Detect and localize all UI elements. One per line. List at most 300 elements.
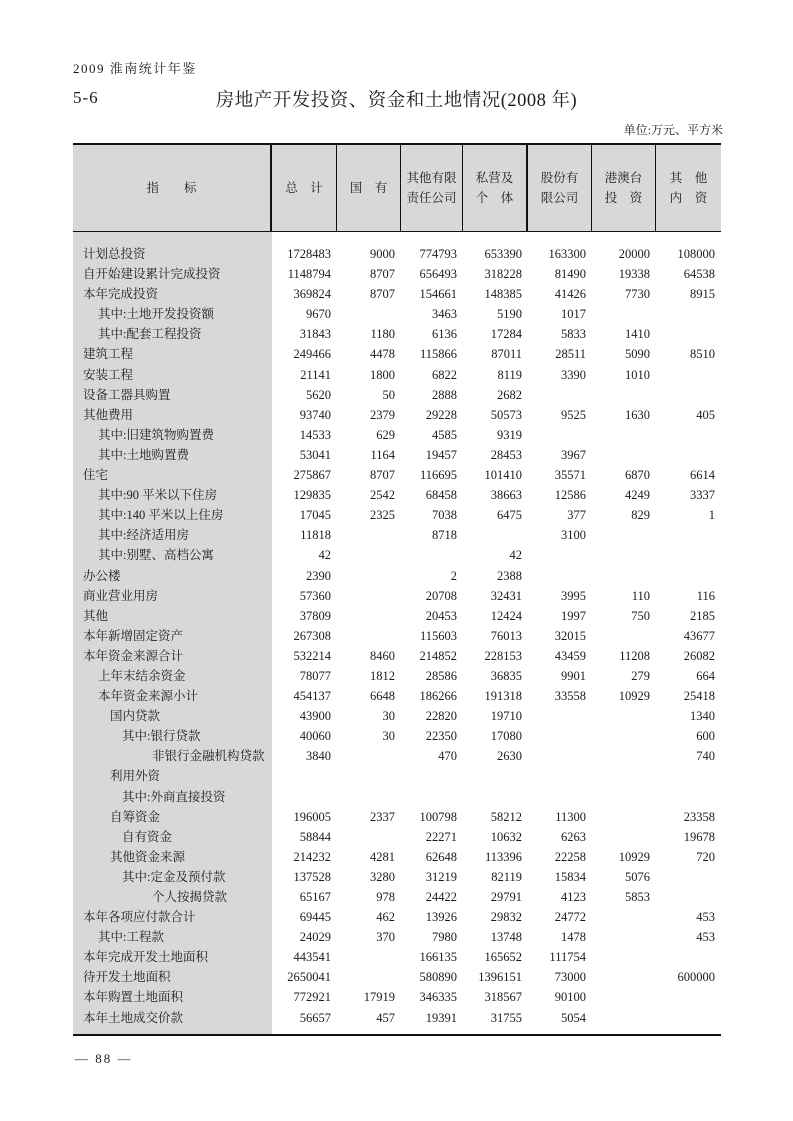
cell-other-llc: 2888 bbox=[432, 387, 457, 402]
cell-other-domestic: 116 bbox=[696, 588, 715, 603]
cell-other-domestic: 453 bbox=[696, 910, 715, 925]
cell-hk-macao-taiwan bbox=[592, 766, 656, 786]
cell-state-owned: 8707 bbox=[370, 468, 395, 483]
cell-total: 443541 bbox=[293, 950, 331, 965]
cell-hk-macao-taiwan: 110 bbox=[631, 588, 650, 603]
cell-hk-macao-taiwan bbox=[592, 525, 656, 545]
cell-private-individual: 148385 bbox=[484, 287, 522, 302]
cell-private-individual: 17284 bbox=[490, 327, 522, 342]
cell-other-llc bbox=[401, 766, 463, 786]
cell-shareholding: 90100 bbox=[554, 990, 586, 1005]
cell-other-llc: 656493 bbox=[419, 267, 457, 282]
cell-shareholding: 111754 bbox=[549, 950, 586, 965]
cell-state-owned: 17919 bbox=[363, 990, 395, 1005]
table-row bbox=[73, 365, 721, 385]
cell-private-individual bbox=[463, 766, 528, 786]
row-label: 本年新增固定资产 bbox=[83, 628, 184, 643]
cell-private-individual: 29832 bbox=[490, 910, 522, 925]
cell-other-llc: 6822 bbox=[432, 367, 457, 382]
cell-shareholding: 6263 bbox=[561, 829, 586, 844]
cell-total: 17045 bbox=[299, 508, 331, 523]
cell-other-domestic bbox=[656, 867, 721, 887]
cell-other-llc: 154661 bbox=[419, 287, 457, 302]
cell-shareholding: 22258 bbox=[554, 849, 586, 864]
cell-other-domestic: 108000 bbox=[677, 247, 715, 261]
cell-shareholding: 377 bbox=[567, 508, 586, 523]
cell-state-owned bbox=[337, 545, 401, 565]
row-label: 其中:配套工程投资 bbox=[98, 327, 202, 342]
col-header-hk-macao-taiwan bbox=[592, 145, 656, 231]
cell-total: 56657 bbox=[299, 1010, 331, 1025]
cell-private-individual: 228153 bbox=[484, 648, 522, 663]
table-row bbox=[73, 505, 721, 525]
cell-other-llc: 214852 bbox=[419, 648, 457, 663]
cell-state-owned: 370 bbox=[376, 930, 395, 945]
row-label: 其中:90 平米以下住房 bbox=[98, 488, 218, 503]
cell-shareholding: 81490 bbox=[554, 267, 586, 282]
cell-other-llc: 7980 bbox=[432, 930, 457, 945]
cell-other-domestic bbox=[656, 324, 721, 344]
col-header-line: 限公司 bbox=[540, 191, 579, 205]
cell-hk-macao-taiwan bbox=[592, 807, 656, 827]
row-label: 本年购置土地面积 bbox=[83, 990, 184, 1005]
cell-shareholding: 3995 bbox=[561, 588, 586, 603]
table-number: 5-6 bbox=[73, 88, 99, 107]
cell-private-individual: 36835 bbox=[490, 668, 522, 683]
cell-state-owned bbox=[337, 304, 401, 324]
row-label: 本年各项应付款合计 bbox=[83, 910, 196, 925]
cell-other-llc: 13926 bbox=[425, 910, 457, 925]
cell-state-owned: 457 bbox=[376, 1010, 395, 1025]
cell-state-owned: 1164 bbox=[370, 447, 395, 462]
cell-total bbox=[272, 766, 337, 786]
cell-hk-macao-taiwan: 750 bbox=[631, 608, 650, 623]
cell-other-llc: 19457 bbox=[425, 447, 457, 462]
cell-other-llc: 29228 bbox=[425, 407, 457, 422]
cell-other-llc: 7038 bbox=[432, 508, 457, 523]
cell-state-owned: 2325 bbox=[370, 508, 395, 523]
cell-hk-macao-taiwan bbox=[592, 1008, 656, 1028]
row-label: 国内贷款 bbox=[110, 709, 161, 724]
cell-other-domestic bbox=[656, 304, 721, 324]
cell-hk-macao-taiwan bbox=[592, 706, 656, 726]
cell-shareholding: 33558 bbox=[554, 689, 586, 704]
table-row bbox=[73, 927, 721, 947]
row-label: 商业营业用房 bbox=[83, 588, 159, 603]
cell-total: 31843 bbox=[299, 327, 331, 342]
cell-other-llc: 20453 bbox=[425, 608, 457, 623]
cell-state-owned: 8707 bbox=[370, 287, 395, 302]
col-header-shareholding bbox=[528, 145, 592, 231]
cell-other-llc: 3463 bbox=[432, 307, 457, 322]
cell-shareholding: 11300 bbox=[555, 809, 586, 824]
cell-other-llc: 470 bbox=[438, 749, 457, 764]
row-label: 非银行金融机构贷款 bbox=[152, 749, 265, 764]
row-label: 设备工器具购置 bbox=[83, 387, 171, 402]
cell-shareholding: 1017 bbox=[561, 307, 586, 322]
cell-other-llc: 62648 bbox=[425, 849, 457, 864]
cell-shareholding: 3390 bbox=[561, 367, 586, 382]
cell-hk-macao-taiwan: 1630 bbox=[625, 407, 650, 422]
cell-total: 369824 bbox=[293, 287, 331, 302]
table-row bbox=[73, 304, 721, 324]
table-row bbox=[73, 887, 721, 907]
col-header-total bbox=[272, 145, 337, 231]
row-label: 本年资金来源合计 bbox=[83, 648, 184, 663]
table-row bbox=[73, 445, 721, 465]
cell-other-llc: 68458 bbox=[425, 488, 457, 503]
cell-other-llc bbox=[401, 545, 463, 565]
row-label: 个人按揭贷款 bbox=[152, 890, 228, 904]
cell-shareholding: 41426 bbox=[554, 287, 586, 302]
cell-total: 11818 bbox=[300, 528, 331, 543]
table-row bbox=[73, 405, 721, 425]
cell-hk-macao-taiwan: 10929 bbox=[618, 689, 650, 704]
row-label: 其中:银行贷款 bbox=[122, 729, 201, 744]
cell-hk-macao-taiwan bbox=[592, 445, 656, 465]
col-header-line: 责任公司 bbox=[406, 191, 457, 205]
cell-total: 214232 bbox=[293, 849, 331, 864]
cell-state-owned: 978 bbox=[376, 890, 395, 904]
unit-note: 单位:万元、平方米 bbox=[623, 123, 723, 137]
cell-other-llc: 6136 bbox=[432, 327, 457, 342]
cell-state-owned bbox=[337, 566, 401, 586]
cell-total: 14533 bbox=[299, 427, 331, 442]
cell-state-owned bbox=[337, 606, 401, 626]
cell-total: 267308 bbox=[293, 628, 331, 643]
cell-total: 42 bbox=[318, 548, 331, 563]
cell-private-individual: 12424 bbox=[490, 608, 522, 623]
cell-private-individual: 76013 bbox=[490, 628, 522, 643]
cell-total: 772921 bbox=[293, 990, 331, 1005]
cell-shareholding bbox=[528, 425, 592, 445]
cell-total: 5620 bbox=[306, 387, 331, 402]
cell-shareholding: 3967 bbox=[561, 447, 586, 462]
col-header-state-owned bbox=[337, 145, 401, 231]
cell-state-owned: 2337 bbox=[370, 809, 395, 824]
cell-state-owned: 8460 bbox=[370, 648, 395, 663]
cell-shareholding: 5054 bbox=[561, 1010, 586, 1025]
col-header-other-llc bbox=[401, 145, 463, 231]
col-header-private-individual bbox=[463, 145, 528, 231]
cell-total: 454137 bbox=[293, 689, 331, 704]
cell-other-llc: 31219 bbox=[425, 869, 457, 884]
cell-other-domestic bbox=[656, 545, 721, 565]
cell-state-owned: 1180 bbox=[370, 327, 395, 342]
cell-hk-macao-taiwan: 11208 bbox=[619, 648, 650, 663]
cell-private-individual: 38663 bbox=[490, 488, 522, 503]
table-row bbox=[73, 1008, 721, 1028]
cell-other-domestic: 43677 bbox=[683, 628, 715, 643]
cell-state-owned bbox=[337, 967, 401, 987]
cell-hk-macao-taiwan: 1410 bbox=[625, 327, 650, 342]
cell-shareholding bbox=[528, 385, 592, 405]
cell-state-owned: 629 bbox=[376, 427, 395, 442]
table-row bbox=[73, 525, 721, 545]
row-label: 自开始建设累计完成投资 bbox=[83, 267, 221, 282]
cell-state-owned: 30 bbox=[382, 729, 395, 744]
cell-shareholding: 9901 bbox=[561, 668, 586, 683]
row-label: 其中:经济适用房 bbox=[98, 528, 189, 543]
cell-private-individual: 113396 bbox=[484, 849, 522, 864]
col-header-line: 其 他 bbox=[669, 171, 708, 185]
cell-shareholding: 4123 bbox=[561, 890, 586, 904]
cell-other-llc: 115603 bbox=[419, 628, 457, 643]
col-header-line: 股份有 bbox=[540, 171, 579, 185]
cell-shareholding: 73000 bbox=[554, 970, 586, 985]
cell-total bbox=[272, 787, 337, 807]
cell-other-llc: 22350 bbox=[425, 729, 457, 744]
cell-private-individual: 29791 bbox=[490, 890, 522, 904]
cell-hk-macao-taiwan: 279 bbox=[631, 668, 650, 683]
cell-hk-macao-taiwan bbox=[592, 927, 656, 947]
table-row bbox=[73, 907, 721, 927]
cell-other-domestic: 740 bbox=[696, 749, 715, 764]
cell-shareholding: 15834 bbox=[554, 869, 586, 884]
cell-state-owned bbox=[337, 626, 401, 646]
row-label: 其中:工程款 bbox=[98, 930, 164, 945]
cell-other-domestic bbox=[656, 365, 721, 385]
cell-other-llc: 24422 bbox=[425, 890, 457, 904]
cell-private-individual: 42 bbox=[509, 548, 522, 563]
cell-other-domestic bbox=[656, 766, 721, 786]
cell-hk-macao-taiwan bbox=[592, 987, 656, 1007]
cell-hk-macao-taiwan bbox=[592, 827, 656, 847]
cell-other-llc: 186266 bbox=[419, 689, 457, 704]
cell-total: 69445 bbox=[299, 910, 331, 925]
col-header-line: 港澳台 bbox=[604, 171, 643, 185]
cell-other-domestic bbox=[656, 887, 721, 907]
cell-state-owned: 1800 bbox=[370, 367, 395, 382]
cell-total: 249466 bbox=[293, 347, 331, 362]
cell-total: 9670 bbox=[306, 307, 331, 322]
table-row bbox=[73, 746, 721, 766]
table-row bbox=[73, 545, 721, 565]
cell-total: 532214 bbox=[293, 648, 331, 663]
cell-private-individual: 82119 bbox=[491, 869, 522, 884]
cell-shareholding bbox=[528, 566, 592, 586]
cell-shareholding bbox=[528, 766, 592, 786]
cell-hk-macao-taiwan: 19338 bbox=[618, 267, 650, 282]
cell-other-domestic bbox=[656, 947, 721, 967]
cell-other-domestic: 600000 bbox=[677, 970, 715, 985]
cell-other-domestic: 64538 bbox=[683, 267, 715, 282]
cell-shareholding: 1478 bbox=[561, 930, 586, 945]
cell-state-owned: 1812 bbox=[370, 668, 395, 683]
cell-private-individual: 13748 bbox=[490, 930, 522, 945]
cell-state-owned: 2542 bbox=[370, 488, 395, 503]
table-row bbox=[73, 324, 721, 344]
cell-state-owned bbox=[337, 947, 401, 967]
cell-other-domestic: 26082 bbox=[683, 648, 715, 663]
cell-private-individual: 318567 bbox=[484, 990, 522, 1005]
cell-private-individual bbox=[463, 525, 528, 545]
cell-total: 58844 bbox=[299, 829, 331, 844]
row-label: 建筑工程 bbox=[83, 347, 134, 362]
table-row bbox=[73, 646, 721, 666]
row-label: 计划总投资 bbox=[83, 247, 146, 261]
cell-private-individual: 191318 bbox=[484, 689, 522, 704]
cell-private-individual: 2388 bbox=[497, 568, 522, 583]
col-header-indicator bbox=[73, 145, 272, 231]
table-row bbox=[73, 264, 721, 284]
cell-other-domestic: 6614 bbox=[690, 468, 715, 483]
cell-total: 1148794 bbox=[287, 267, 331, 282]
cell-other-domestic: 3337 bbox=[690, 488, 715, 503]
cell-shareholding bbox=[528, 787, 592, 807]
cell-hk-macao-taiwan: 10929 bbox=[618, 849, 650, 864]
cell-state-owned: 8707 bbox=[370, 267, 395, 282]
cell-hk-macao-taiwan bbox=[592, 566, 656, 586]
row-label: 其中:140 平米以上住房 bbox=[98, 508, 224, 523]
table-row bbox=[73, 766, 721, 786]
cell-state-owned bbox=[337, 827, 401, 847]
cell-other-domestic bbox=[656, 987, 721, 1007]
cell-shareholding: 28511 bbox=[555, 347, 586, 362]
cell-other-domestic: 664 bbox=[696, 668, 715, 683]
col-header-line: 总 计 bbox=[285, 181, 323, 195]
row-label: 利用外资 bbox=[110, 769, 161, 784]
col-header-line: 私营及 bbox=[475, 171, 514, 185]
cell-total: 65167 bbox=[299, 890, 331, 904]
cell-total: 37809 bbox=[299, 608, 331, 623]
row-label: 其中:定金及预付款 bbox=[122, 869, 226, 884]
row-label: 其中:土地开发投资额 bbox=[98, 307, 214, 322]
cell-private-individual: 8119 bbox=[497, 367, 522, 382]
cell-state-owned bbox=[337, 766, 401, 786]
cell-hk-macao-taiwan bbox=[592, 787, 656, 807]
col-header-other-domestic bbox=[656, 145, 721, 231]
cell-other-domestic: 720 bbox=[696, 849, 715, 864]
cell-shareholding: 32015 bbox=[554, 628, 586, 643]
cell-total: 24029 bbox=[299, 930, 331, 945]
cell-state-owned: 462 bbox=[376, 910, 395, 925]
table-row bbox=[73, 566, 721, 586]
cell-other-domestic bbox=[656, 1008, 721, 1028]
cell-state-owned bbox=[337, 746, 401, 766]
col-header-line: 其他有限 bbox=[406, 171, 457, 185]
col-header-line: 内 资 bbox=[669, 191, 708, 205]
table-row bbox=[73, 606, 721, 626]
row-label: 自有资金 bbox=[122, 829, 173, 844]
row-label: 其他 bbox=[83, 608, 109, 623]
cell-hk-macao-taiwan bbox=[592, 746, 656, 766]
cell-shareholding: 163300 bbox=[548, 247, 586, 261]
table-row bbox=[73, 244, 721, 264]
col-header-line: 投 资 bbox=[604, 191, 643, 205]
cell-private-individual: 31755 bbox=[490, 1010, 522, 1025]
cell-hk-macao-taiwan: 20000 bbox=[618, 247, 650, 261]
table-row bbox=[73, 807, 721, 827]
cell-private-individual: 6475 bbox=[497, 508, 522, 523]
cell-other-llc: 2 bbox=[450, 568, 457, 583]
cell-hk-macao-taiwan: 6870 bbox=[625, 468, 650, 483]
cell-other-domestic bbox=[656, 787, 721, 807]
cell-other-llc: 22820 bbox=[425, 709, 457, 724]
table-row bbox=[73, 827, 721, 847]
cell-private-individual: 9319 bbox=[497, 427, 522, 442]
cell-private-individual: 101410 bbox=[484, 468, 522, 483]
page-title: 房地产开发投资、资金和土地情况(2008 年) bbox=[215, 91, 578, 111]
cell-private-individual: 19710 bbox=[490, 709, 522, 724]
table-row bbox=[73, 425, 721, 445]
cell-other-llc: 774793 bbox=[419, 247, 457, 261]
cell-shareholding bbox=[528, 706, 592, 726]
cell-total: 93740 bbox=[299, 407, 331, 422]
row-label: 其中:旧建筑物购置费 bbox=[98, 427, 214, 442]
cell-private-individual bbox=[463, 787, 528, 807]
table-row bbox=[73, 787, 721, 807]
table-row bbox=[73, 947, 721, 967]
cell-other-llc bbox=[401, 787, 463, 807]
yearbook-header: 2009 淮南统计年鉴 bbox=[73, 61, 197, 76]
row-label: 住宅 bbox=[83, 468, 109, 483]
cell-hk-macao-taiwan bbox=[592, 947, 656, 967]
cell-shareholding bbox=[528, 726, 592, 746]
row-label: 安装工程 bbox=[83, 367, 134, 382]
cell-hk-macao-taiwan bbox=[592, 425, 656, 445]
cell-hk-macao-taiwan: 5853 bbox=[625, 890, 650, 904]
cell-shareholding: 5833 bbox=[561, 327, 586, 342]
table-row bbox=[73, 626, 721, 646]
cell-hk-macao-taiwan bbox=[592, 726, 656, 746]
row-label: 自筹资金 bbox=[110, 809, 161, 824]
cell-private-individual: 87011 bbox=[491, 347, 522, 362]
table-row bbox=[73, 385, 721, 405]
cell-hk-macao-taiwan: 4249 bbox=[625, 488, 650, 503]
table-row bbox=[73, 686, 721, 706]
cell-private-individual: 32431 bbox=[490, 588, 522, 603]
cell-total: 137528 bbox=[293, 869, 331, 884]
cell-hk-macao-taiwan: 829 bbox=[631, 508, 650, 523]
cell-state-owned bbox=[337, 525, 401, 545]
cell-other-domestic: 25418 bbox=[683, 689, 715, 704]
cell-other-domestic bbox=[656, 425, 721, 445]
cell-private-individual: 17080 bbox=[490, 729, 522, 744]
row-label: 待开发土地面积 bbox=[83, 970, 171, 985]
cell-shareholding: 12586 bbox=[554, 488, 586, 503]
cell-total: 40060 bbox=[299, 729, 331, 744]
row-label: 其中:外商直接投资 bbox=[122, 789, 226, 804]
cell-private-individual: 653390 bbox=[484, 247, 522, 261]
cell-other-domestic: 8510 bbox=[690, 347, 715, 362]
row-label: 本年土地成交价款 bbox=[83, 1010, 184, 1025]
cell-private-individual: 1396151 bbox=[478, 970, 522, 985]
row-label: 其他费用 bbox=[83, 407, 134, 422]
table-row bbox=[73, 847, 721, 867]
cell-other-llc: 8718 bbox=[432, 528, 457, 543]
cell-other-domestic: 19678 bbox=[683, 829, 715, 844]
row-label: 本年完成投资 bbox=[83, 287, 159, 302]
cell-private-individual: 2630 bbox=[497, 749, 522, 764]
statistics-table bbox=[73, 143, 721, 1036]
cell-state-owned bbox=[337, 586, 401, 606]
cell-other-domestic: 23358 bbox=[683, 809, 715, 824]
cell-other-domestic bbox=[656, 385, 721, 405]
col-header-line: 指 标 bbox=[146, 181, 197, 195]
row-label: 本年资金来源小计 bbox=[98, 689, 199, 704]
table-row bbox=[73, 485, 721, 505]
cell-state-owned: 50 bbox=[382, 387, 395, 402]
cell-shareholding: 43459 bbox=[554, 648, 586, 663]
cell-other-domestic bbox=[656, 445, 721, 465]
cell-hk-macao-taiwan: 7730 bbox=[625, 287, 650, 302]
cell-state-owned: 2379 bbox=[370, 407, 395, 422]
cell-other-domestic: 8915 bbox=[690, 287, 715, 302]
cell-total: 196005 bbox=[293, 809, 331, 824]
cell-hk-macao-taiwan bbox=[592, 385, 656, 405]
table-body bbox=[73, 232, 721, 1036]
